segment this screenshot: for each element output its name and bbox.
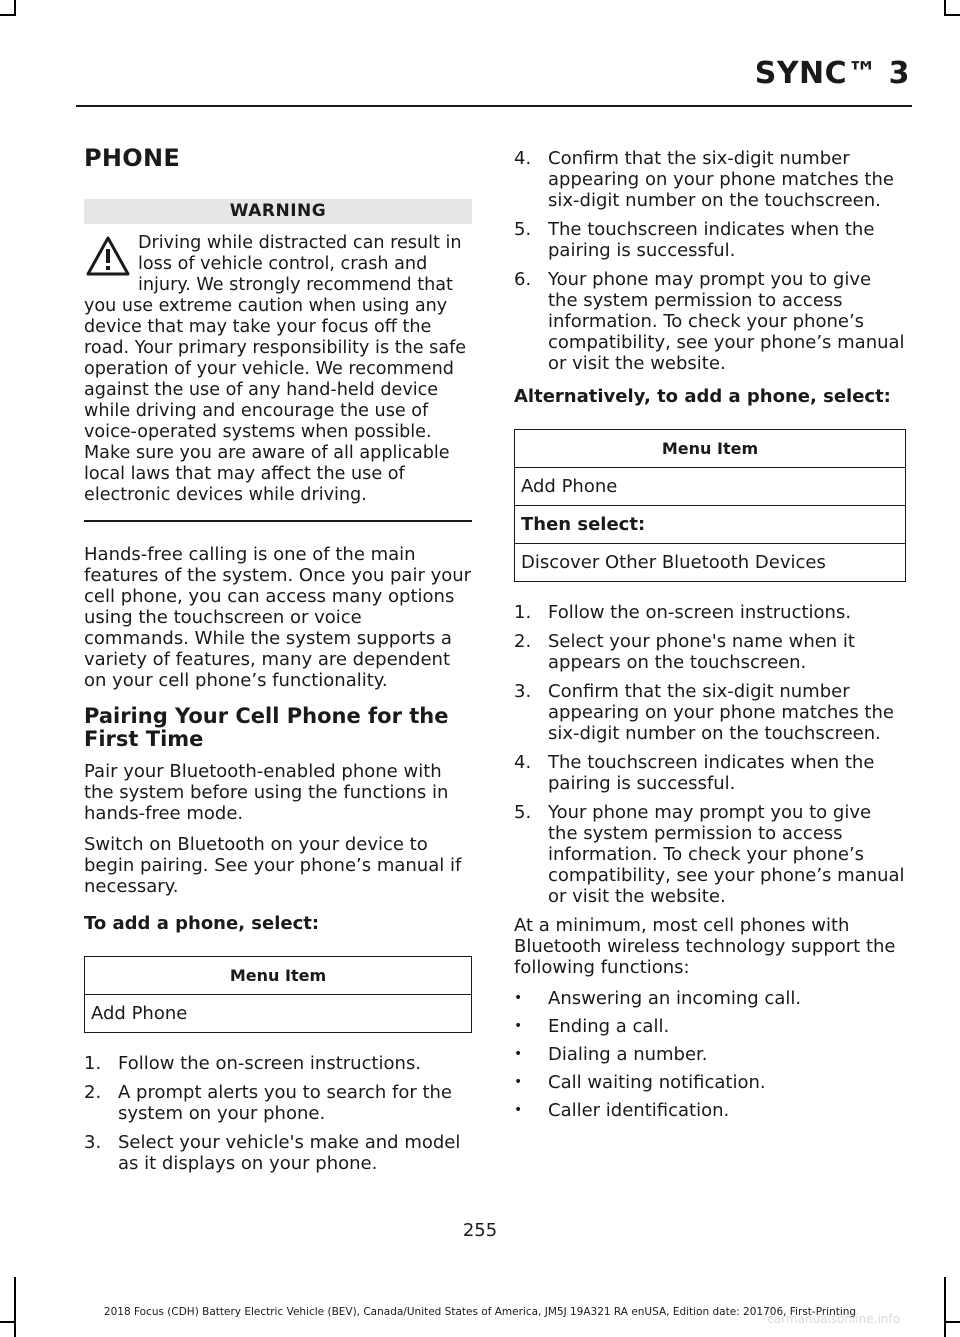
step-text: Select your phone's name when it appears on the touchscreen.: [548, 631, 855, 673]
step-number: 1.: [514, 602, 532, 623]
menu-table-header: Menu Item: [515, 430, 906, 468]
page-number: 255: [462, 1220, 498, 1241]
step-number: 2.: [84, 1081, 102, 1103]
step-text: Follow the on-screen instructions.: [548, 602, 852, 623]
step-number: 4.: [514, 148, 532, 169]
add-phone-lead: To add a phone, select:: [84, 912, 320, 934]
step-item: [84, 1053, 472, 1074]
watermark-text: carmanualsonline.info: [767, 1312, 900, 1326]
alt-pairing-steps: [514, 602, 906, 907]
pairing-paragraph-2: Switch on Bluetooth on your device to begin pairing. See your phone’s manual if necessary.: [84, 833, 462, 897]
warning-box: [84, 233, 472, 506]
header-rule: [76, 105, 912, 107]
warning-text: Driving while distracted can result in loss of vehicle control, crash and injury. We strongly recommend that you use extreme caution when using any device that may take your focus off the road. Your primary responsibility is the safe operation of your vehicle. We recommend against the use of any hand-held device while driving and encourage the use of voice-operated systems when possible. Make sure you are aware of all applicable local laws that may affect the use of electronic devices while driving.: [84, 233, 467, 505]
step-text: Your phone may prompt you to give the system permission to access information. To check your phone’s compatibility, see your phone’s manual or visit the website.: [548, 802, 905, 907]
step-text: A prompt alerts you to search for the system on your phone.: [118, 1081, 452, 1124]
warning-triangle-icon: [86, 235, 130, 277]
step-item: [514, 219, 906, 261]
step-text: Follow the on-screen instructions.: [118, 1052, 422, 1074]
function-item: • Answering an incoming call.: [514, 988, 906, 1009]
step-item: [84, 1132, 472, 1174]
step-number: 3.: [514, 681, 532, 702]
step-text: Select your vehicle's make and model as it displays on your phone.: [118, 1131, 461, 1174]
function-item: • Ending a call.: [514, 1016, 906, 1037]
step-item: [514, 602, 906, 623]
pairing-steps: [84, 1053, 472, 1174]
functions-list: [514, 988, 906, 1121]
menu-item-discover-devices: Discover Other Bluetooth Devices: [515, 544, 906, 582]
step-item: [514, 631, 906, 673]
menu-table-header: Menu Item: [85, 956, 472, 994]
function-item: • Call waiting notification.: [514, 1072, 906, 1093]
menu-then-select: Then select:: [515, 506, 906, 544]
crop-mark: [0, 14, 16, 16]
step-item: [514, 148, 906, 211]
menu-item-add-phone: Add Phone: [515, 468, 906, 506]
menu-table: [84, 956, 472, 1033]
pairing-steps-continued: [514, 148, 906, 374]
step-text: Confirm that the six-digit number appearing on your phone matches the six-digit number on the touchscreen.: [548, 681, 894, 744]
function-item: • Dialing a number.: [514, 1044, 906, 1065]
pairing-paragraph-1: Pair your Bluetooth-enabled phone with the system before using the functions in hands-free mode.: [84, 760, 449, 824]
step-number: 4.: [514, 752, 532, 773]
step-item: [514, 681, 906, 744]
crop-mark: [0, 1321, 16, 1323]
pairing-heading: Pairing Your Cell Phone for the First Time: [84, 703, 449, 751]
step-number: 2.: [514, 631, 532, 652]
chapter-title: SYNC™ 3: [754, 56, 910, 91]
step-item: [84, 1082, 472, 1124]
step-text: The touchscreen indicates when the pairing is successful.: [548, 219, 875, 261]
menu-table-alt: [514, 429, 906, 582]
step-number: 5.: [514, 802, 532, 823]
step-text: Your phone may prompt you to give the system permission to access information. To check your phone’s compatibility, see your phone’s manual or visit the website.: [548, 269, 905, 374]
warning-label: WARNING: [84, 199, 472, 224]
right-column: [514, 148, 906, 1128]
step-number: 5.: [514, 219, 532, 240]
intro-paragraph: Hands-free calling is one of the main features of the system. Once you pair your cell phone, you can access many options using the touchscreen or voice commands. While the system supports a variety of features, many are dependent on your cell phone’s functionality.: [84, 543, 472, 691]
warning-rule: [84, 520, 472, 522]
step-text: Confirm that the six-digit number appearing on your phone matches the six-digit number on the touchscreen.: [548, 148, 894, 211]
step-text: The touchscreen indicates when the pairing is successful.: [548, 752, 875, 794]
watermark: [767, 1312, 900, 1326]
alt-add-phone-lead: Alternatively, to add a phone, select:: [514, 386, 891, 407]
footer-text: 2018 Focus (CDH) Battery Electric Vehicle (BEV), Canada/United States of America, JM5J 19A321 RA enUSA, Edition date: 201706, First-Printing: [103, 1306, 857, 1318]
function-item: • Caller identification.: [514, 1100, 906, 1121]
left-column: [84, 140, 472, 1182]
step-number: 3.: [84, 1131, 102, 1153]
menu-item-add-phone: Add Phone: [85, 994, 472, 1032]
step-item: [514, 802, 906, 907]
step-number: 1.: [84, 1052, 102, 1074]
minimum-functions-paragraph: At a minimum, most cell phones with Bluetooth wireless technology support the following functions:: [514, 915, 896, 978]
step-item: [514, 269, 906, 374]
step-number: 6.: [514, 269, 532, 290]
section-title: PHONE: [84, 144, 181, 172]
crop-mark: [944, 1321, 960, 1323]
crop-mark: [944, 14, 960, 16]
step-item: [514, 752, 906, 794]
